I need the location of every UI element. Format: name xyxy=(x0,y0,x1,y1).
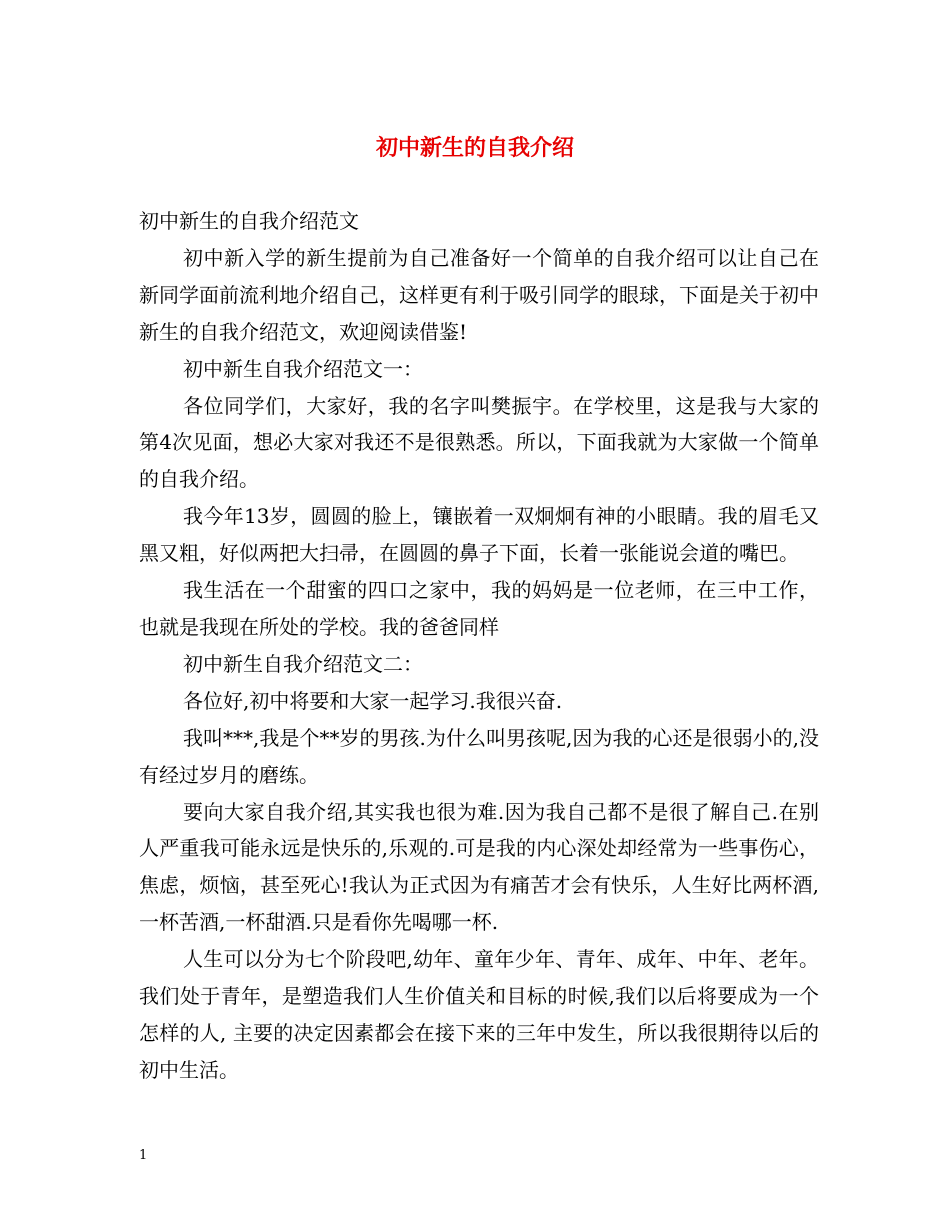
paragraph-self-reflection: 要向大家自我介绍,其实我也很为难.因为我自己都不是很了解自己.在别人严重我可能永远是快乐的,乐观的.可是我的内心深处却经常为一些事伤心，焦虑，烦恼，甚至死心!我认为正式因为有痛苦才会有快乐，人生好比两杯酒,一杯苦酒,一杯甜酒.只是看你先喝哪一杯. xyxy=(139,799,819,935)
paragraph-heading-sample-2: 初中新生自我介绍范文二： xyxy=(183,651,423,676)
paragraph-greeting-2: 各位好,初中将要和大家一起学习.我很兴奋. xyxy=(183,688,563,713)
paragraph-heading-sample-1: 初中新生自我介绍范文一： xyxy=(183,356,423,381)
paragraph-family: 我生活在一个甜蜜的四口之家中，我的妈妈是一位老师，在三中工作，也就是我现在所处的学校。我的爸爸同样 xyxy=(139,578,819,639)
paragraph-appearance: 我今年13岁，圆圆的脸上，镶嵌着一双炯炯有神的小眼睛。我的眉毛又黑又粗，好似两把大扫帚，在圆圆的鼻子下面，长着一张能说会道的嘴巴。 xyxy=(139,504,819,566)
paragraph-life-stages: 人生可以分为七个阶段吧,幼年、童年少年、青年、成年、中年、老年。我们处于青年，是塑造我们人生价值关和目标的时候,我们以后将要成为一个怎样的人, 主要的决定因素都会在接下来的三年中发生，所以我很期待以后的初中生活。 xyxy=(139,947,819,1082)
document-body xyxy=(139,203,819,1089)
paragraph-name: 我叫***,我是个**岁的男孩.为什么叫男孩呢,因为我的心还是很弱小的,没有经过岁月的磨练。 xyxy=(139,725,819,787)
page-number: 1 xyxy=(139,1148,148,1163)
paragraph-subtitle: 初中新生的自我介绍范文 xyxy=(139,209,359,233)
paragraph-greeting-1: 各位同学们，大家好，我的名字叫樊振宇。在学校里，这是我与大家的第4次见面，想必大家对我还不是很熟悉。所以，下面我就为大家做一个简单的自我介绍。 xyxy=(139,393,819,492)
paragraph-intro: 初中新入学的新生提前为自己准备好一个简单的自我介绍可以让自己在新同学面前流利地介绍自己，这样更有利于吸引同学的眼球，下面是关于初中新生的自我介绍范文，欢迎阅读借鉴! xyxy=(139,245,819,344)
document-title: 初中新生的自我介绍 xyxy=(375,135,574,161)
